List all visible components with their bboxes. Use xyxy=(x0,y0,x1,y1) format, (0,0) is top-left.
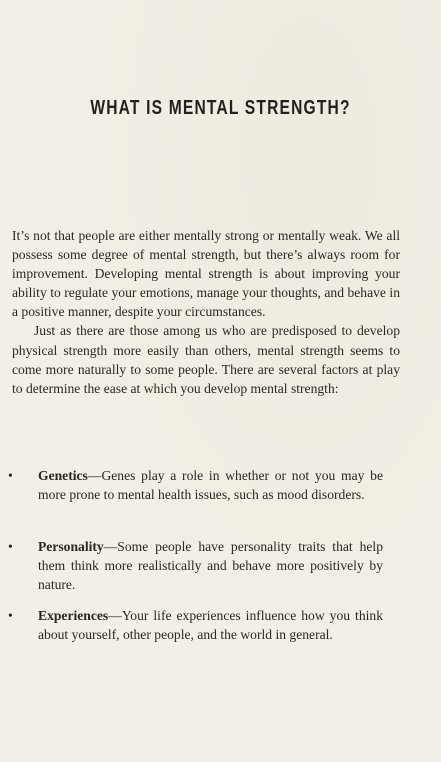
paragraph-predisposition: Just as there are those among us who are predisposed to develop physical strength more easily than others, mental strength seems to come more naturally to some people. There are several factors at play to determine the ease at which you develop mental strength: xyxy=(12,323,400,396)
factor-description: —Your life experiences influence how you think about yourself, other people, and the world in general. xyxy=(38,608,383,643)
factor-text xyxy=(38,606,383,644)
bullet-marker: • xyxy=(8,539,13,554)
body-text xyxy=(12,226,400,398)
bullet-marker: • xyxy=(8,468,13,483)
chapter-title: WHAT IS MENTAL STRENGTH? xyxy=(90,97,351,119)
factor-description: —Some people have personality traits that help them think more realistically and behave more positively by nature. xyxy=(38,539,383,593)
factor-description: —Genes play a role in whether or not you may be more prone to mental health issues, such as mood disorders. xyxy=(38,468,383,503)
factor-text xyxy=(38,466,383,504)
factor-term: Experiences xyxy=(38,608,109,623)
factor-text xyxy=(38,537,383,594)
bullet-marker: • xyxy=(8,608,13,623)
factor-term: Personality xyxy=(38,539,104,554)
factor-term: Genetics xyxy=(38,468,88,483)
paragraph-intro: It’s not that people are either mentally strong or mentally weak. We all possess some degree of mental strength, but there’s always room for improvement. Developing mental strength is about improving your ability to regulate your emotions, manage your thoughts, and behave in a positive manner, despite your circumstances. xyxy=(12,228,400,320)
